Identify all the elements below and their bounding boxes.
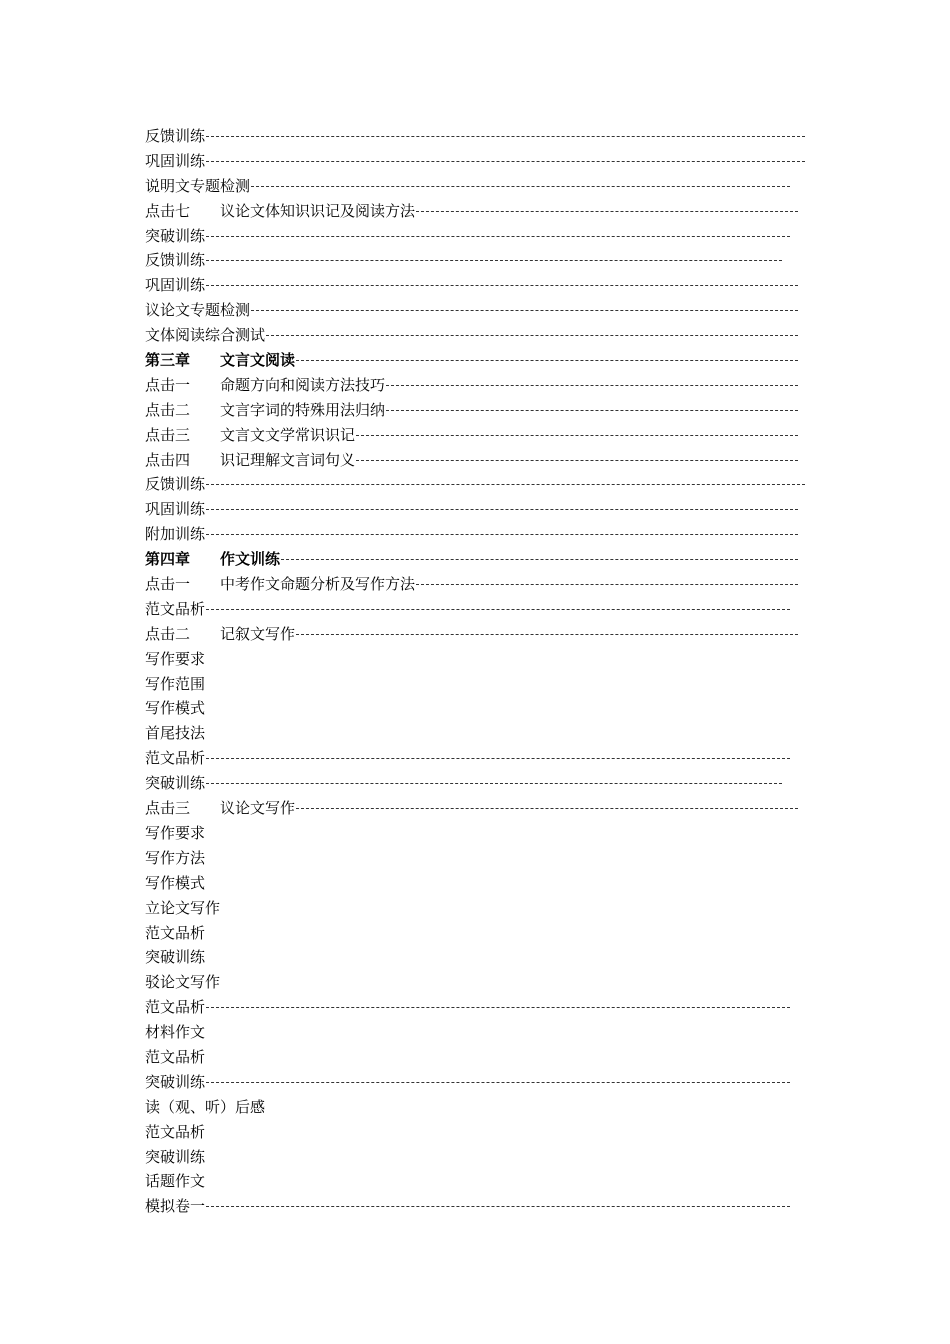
toc-entry-number: 点击一 [145, 375, 191, 394]
dot-leader [296, 360, 798, 361]
toc-entry [145, 199, 815, 224]
toc-entry-title: 突破训练 [145, 774, 206, 793]
toc-entry-title: 文言文文学常识识记 [220, 425, 356, 444]
dot-leader [206, 161, 805, 162]
toc-entry [145, 1070, 815, 1095]
toc-entry-title: 写作要求 [145, 649, 206, 668]
toc-entry-number: 第四章 [145, 550, 191, 569]
dot-leader [206, 260, 782, 261]
toc-entry [145, 1020, 815, 1045]
dot-leader [251, 310, 798, 311]
toc-entry-title: 反馈训练 [145, 251, 206, 270]
toc-entry [145, 497, 815, 522]
toc-entry [145, 921, 815, 946]
toc-entry [145, 298, 815, 323]
toc-entry [145, 696, 815, 721]
toc-entry [145, 174, 815, 199]
toc-entry-title: 识记理解文言词句义 [220, 450, 356, 469]
toc-entry-title: 范文品析 [145, 749, 206, 768]
dot-leader [386, 385, 798, 386]
toc-entry-title: 范文品析 [145, 998, 206, 1017]
toc-entry [145, 472, 815, 497]
toc-entry-title: 写作方法 [145, 848, 206, 867]
toc-entry-title: 议论文写作 [220, 799, 296, 818]
toc-entry [145, 522, 815, 547]
toc-entry-title: 写作要求 [145, 823, 206, 842]
toc-entry [145, 423, 815, 448]
dot-leader [296, 808, 798, 809]
toc-entry-title: 范文品析 [145, 1047, 206, 1066]
dot-leader [206, 1007, 790, 1008]
toc-entry [145, 348, 815, 373]
dot-leader [386, 410, 798, 411]
toc-entry [145, 248, 815, 273]
toc-entry [145, 572, 815, 597]
toc-entry-title: 写作范围 [145, 674, 206, 693]
toc-entry [145, 945, 815, 970]
toc-entry [145, 995, 815, 1020]
toc-entry-title: 记叙文写作 [220, 624, 296, 643]
toc-entry-title: 写作模式 [145, 873, 206, 892]
toc-entry-title: 议论文体知识识记及阅读方法 [220, 201, 416, 220]
toc-entry-title: 写作模式 [145, 699, 206, 718]
toc-entry-title: 反馈训练 [145, 127, 206, 145]
toc-entry-title: 首尾技法 [145, 724, 206, 743]
toc-entry-number: 点击七 [145, 201, 191, 220]
toc-entry-title: 议论文专题检测 [145, 301, 251, 320]
toc-entry-title: 附加训练 [145, 525, 206, 544]
dot-leader [356, 460, 798, 461]
toc-entry [145, 1120, 815, 1145]
toc-entry [145, 1145, 815, 1170]
dot-leader [356, 435, 798, 436]
toc-entry-title: 话题作文 [145, 1172, 206, 1191]
toc-entry [145, 124, 815, 149]
toc-entry-title: 材料作文 [145, 1023, 206, 1042]
toc-entry-title: 巩固训练 [145, 500, 206, 519]
toc-entry-title: 命题方向和阅读方法技巧 [220, 375, 386, 394]
toc-entry [145, 273, 815, 298]
dot-leader [281, 559, 798, 560]
dot-leader [206, 1082, 790, 1083]
toc-entry [145, 896, 815, 921]
toc-entry [145, 721, 815, 746]
toc-entry-title: 范文品析 [145, 923, 206, 942]
toc-entry [145, 1169, 815, 1194]
dot-leader [296, 634, 798, 635]
toc-entry [145, 672, 815, 697]
dot-leader [416, 584, 798, 585]
toc-entry [145, 647, 815, 672]
toc-entry [145, 622, 815, 647]
toc-entry [145, 821, 815, 846]
toc-entry [145, 1194, 815, 1219]
dot-leader [416, 211, 798, 212]
toc-entry-number: 点击一 [145, 575, 191, 594]
toc-entry [145, 597, 815, 622]
dot-leader [206, 609, 790, 610]
toc-page [145, 124, 815, 1219]
toc-entry [145, 448, 815, 473]
toc-entry-title: 文言字词的特殊用法归纳 [220, 400, 386, 419]
toc-entry [145, 547, 815, 572]
toc-entry [145, 323, 815, 348]
toc-entry-number: 第三章 [145, 351, 191, 370]
toc-entry [145, 771, 815, 796]
toc-entry-number: 点击三 [145, 799, 191, 818]
toc-entry-title: 模拟卷一 [145, 1197, 206, 1216]
toc-entry-number: 点击二 [145, 400, 191, 419]
toc-entry-title: 突破训练 [145, 948, 206, 967]
toc-entry [145, 149, 815, 174]
toc-entry-title: 突破训练 [145, 1147, 206, 1166]
dot-leader [206, 285, 798, 286]
dot-leader [206, 758, 790, 759]
toc-entry-title: 读（观、听）后感 [145, 1097, 266, 1116]
dot-leader [206, 136, 805, 137]
toc-entry-title: 突破训练 [145, 226, 206, 245]
toc-entry [145, 1095, 815, 1120]
toc-entry-number: 点击三 [145, 425, 191, 444]
toc-entry-title: 文体阅读综合测试 [145, 326, 266, 345]
toc-entry [145, 224, 815, 249]
toc-entry-title: 作文训练 [220, 550, 281, 569]
toc-entry [145, 1045, 815, 1070]
dot-leader [206, 534, 798, 535]
toc-entry-title: 文言文阅读 [220, 351, 296, 370]
toc-entry-number: 点击四 [145, 450, 191, 469]
dot-leader [251, 186, 790, 187]
toc-entry-title: 中考作文命题分析及写作方法 [220, 575, 416, 594]
dot-leader [206, 783, 782, 784]
toc-entry-title: 范文品析 [145, 1122, 206, 1141]
toc-entry-title: 巩固训练 [145, 276, 206, 295]
toc-entry [145, 398, 815, 423]
toc-entry-title: 巩固训练 [145, 151, 206, 170]
dot-leader [206, 484, 805, 485]
toc-entry-title: 突破训练 [145, 1072, 206, 1091]
toc-entry-title: 驳论文写作 [145, 973, 221, 992]
toc-entry [145, 373, 815, 398]
toc-entry-title: 说明文专题检测 [145, 176, 251, 195]
toc-entry [145, 746, 815, 771]
toc-entry-number: 点击二 [145, 624, 191, 643]
toc-entry [145, 846, 815, 871]
dot-leader [206, 1206, 790, 1207]
toc-entry-title: 立论文写作 [145, 898, 221, 917]
toc-entry-title: 范文品析 [145, 599, 206, 618]
toc-entry [145, 871, 815, 896]
toc-entry [145, 796, 815, 821]
toc-entry-title: 反馈训练 [145, 475, 206, 494]
dot-leader [206, 509, 798, 510]
toc-entry [145, 970, 815, 995]
dot-leader [206, 236, 790, 237]
dot-leader [266, 335, 798, 336]
